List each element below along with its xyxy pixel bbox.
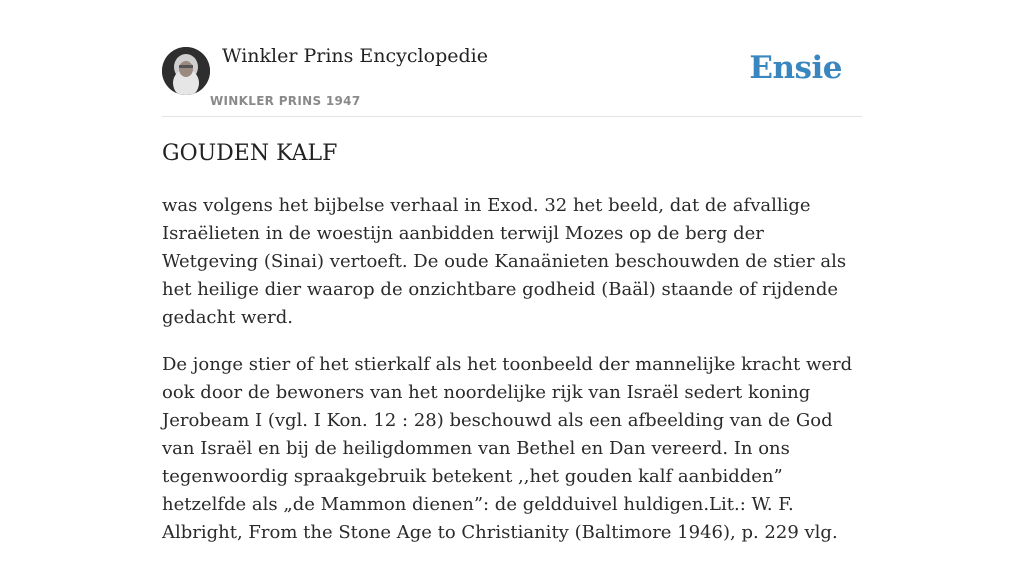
site-header: [162, 0, 862, 117]
page: [162, 0, 862, 543]
entry-body: [162, 192, 862, 566]
site-title[interactable]: Winkler Prins Encyclopedie: [222, 45, 488, 67]
author-avatar[interactable]: [162, 47, 210, 95]
portrait-image: [162, 47, 210, 95]
entry-paragraph-1: was volgens het bijbelse verhaal in Exod. 32 het beeld, dat de afvallige Israëlieten in de woestijn aanbidden terwijl Mozes op de berg der Wetgeving (Sinai) vertoeft. De oude Kanaänieten beschouwden de stier als het heilige dier waarop de onzichtbare godheid (Baäl) staande of rijdende gedacht werd.: [162, 195, 847, 328]
entry-title: GOUDEN KALF: [162, 141, 338, 166]
ensie-logo[interactable]: Ensie: [749, 50, 842, 86]
source-subtitle[interactable]: WINKLER PRINS 1947: [210, 94, 361, 108]
entry-paragraph-2: De jonge stier of het stierkalf als het toonbeeld der mannelijke kracht werd ook door de bewoners van het noordelijke rijk van Israël sedert koning Jerobeam I (vgl. I Kon. 12 : 28) beschouwd als een afbeelding van de God van Israël en bij de heiligdommen van Bethel en Dan vereerd. In ons tegenwoordig spraakgebruik betekent ,,het gouden kalf aanbidden” hetzelfde als „de Mammon dienen”: de geldduivel huldigen.Lit.: W. F. Albright, From the Stone Age to Christianity (Baltimore 1946), p. 229 vlg.: [162, 354, 853, 543]
